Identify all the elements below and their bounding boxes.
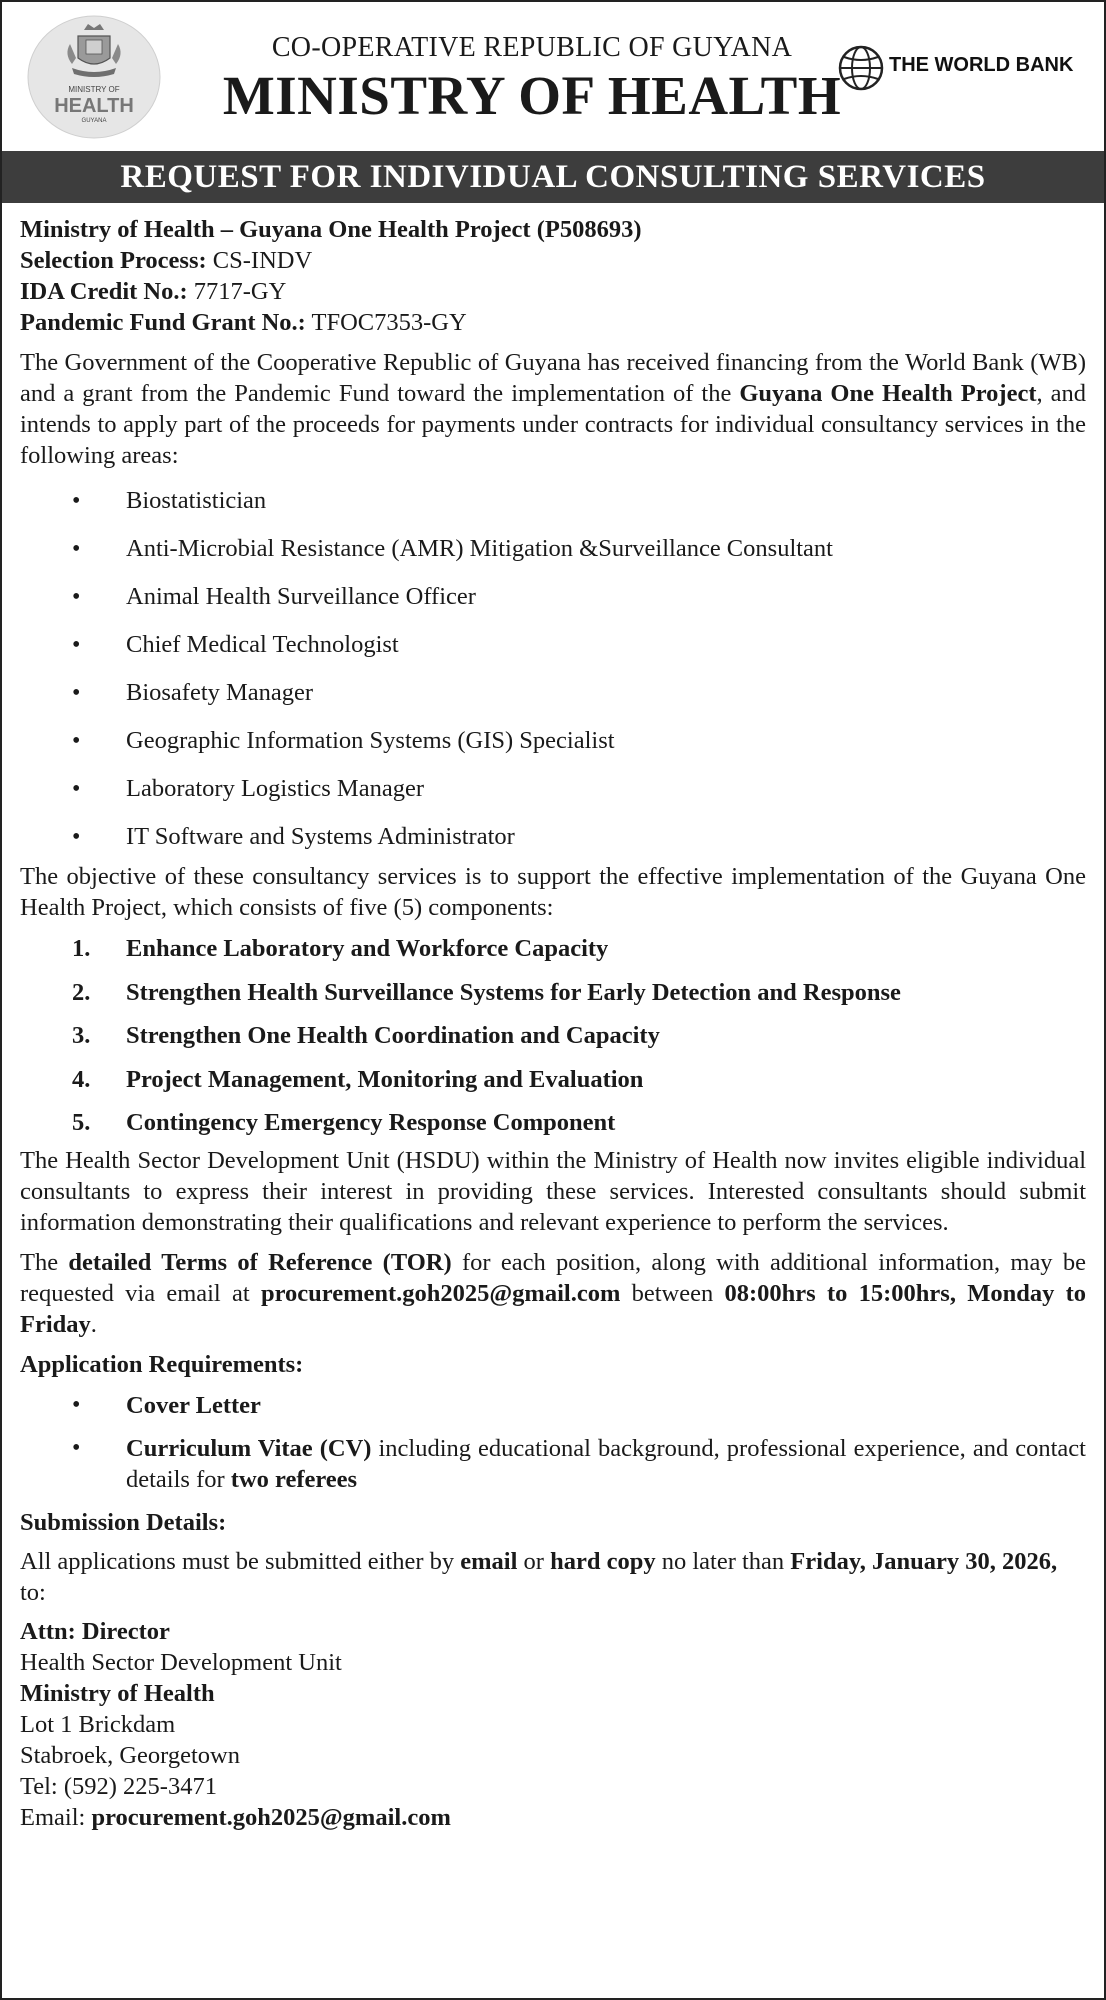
intro-text-1: The Government of the Cooperative Republic of Guyana has received financing from the World Bank (WB) and a grant from the Pandemic Fund toward the implementation of the	[20, 349, 1086, 407]
component-number: 4.	[72, 1065, 91, 1093]
unit-line: Health Sector Development Unit	[20, 1648, 342, 1676]
cv-label: Curriculum Vitae (CV)	[126, 1434, 372, 1462]
submission-heading: Submission Details:	[20, 1508, 227, 1536]
notice-body	[20, 214, 1086, 1833]
project-details	[20, 214, 1086, 338]
header	[2, 2, 1104, 147]
list-item: • Biosafety Manager	[20, 669, 1086, 717]
grant-value: TFOC7353-GY	[305, 309, 467, 336]
submission-hard-copy: hard copy	[550, 1547, 656, 1575]
city-line: Stabroek, Georgetown	[20, 1741, 240, 1769]
selection-process	[20, 245, 1086, 276]
list-item: • Chief Medical Technologist	[20, 621, 1086, 669]
ministry-line: Ministry of Health	[20, 1679, 215, 1707]
list-item	[20, 927, 1086, 971]
tor-text-1: The	[20, 1248, 69, 1276]
cover-letter: Cover Letter	[126, 1391, 261, 1419]
list-item	[20, 1058, 1086, 1102]
component-text: Contingency Emergency Response Component	[126, 1109, 616, 1136]
list-item: • Anti-Microbial Resistance (AMR) Mitigation &Surveillance Consultant	[20, 525, 1086, 573]
telephone-line: Tel: (592) 225-3471	[20, 1772, 217, 1800]
objective-paragraph: The objective of these consultancy services is to support the effective implementation of the Guyana One Health Project, which consists of five (5) components:	[20, 863, 1086, 921]
email-line	[20, 1802, 1086, 1833]
intro-paragraph	[20, 347, 1086, 471]
requirements-list	[20, 1390, 1086, 1495]
tor-paragraph	[20, 1247, 1086, 1340]
logo-text-bottom: GUYANA	[81, 118, 107, 124]
component-number: 2.	[72, 978, 91, 1006]
submission-email-word: email	[460, 1547, 518, 1575]
list-item: • Animal Health Surveillance Officer	[20, 573, 1086, 621]
submission-text-3: no later than	[655, 1547, 791, 1575]
list-item	[20, 1101, 1086, 1145]
submission-text-1: All applications must be submitted either by	[20, 1547, 461, 1575]
ida-label: IDA Credit No.:	[20, 278, 188, 305]
list-item: • Biostatistician	[20, 477, 1086, 525]
intro-text-2: , and intends to apply part of the proceeds for payments under contracts for individual consultancy services in the following areas:	[20, 380, 1086, 469]
list-item: • Geographic Information Systems (GIS) Specialist	[20, 717, 1086, 765]
submission-text-4: to:	[20, 1578, 46, 1606]
positions-list	[20, 477, 1086, 861]
list-item	[20, 971, 1086, 1015]
component-number: 3.	[72, 1022, 91, 1049]
email-label: Email:	[20, 1803, 92, 1831]
contact-address	[20, 1616, 1086, 1833]
grant-label: Pandemic Fund Grant No.:	[20, 309, 306, 336]
list-item: • Laboratory Logistics Manager	[20, 765, 1086, 813]
ida-credit	[20, 276, 1086, 307]
world-bank-logo	[837, 44, 1099, 96]
component-text: Enhance Laboratory and Workforce Capacity	[126, 935, 609, 962]
list-item: • IT Software and Systems Administrator	[20, 813, 1086, 861]
intro-project-name: Guyana One Health Project	[739, 380, 1037, 407]
component-text: Strengthen One Health Coordination and Capacity	[126, 1022, 660, 1049]
logo-text-main: HEALTH	[54, 95, 134, 117]
invitation-paragraph: The Health Sector Development Unit (HSDU) within the Ministry of Health now invites eligible individual consultants to express their interest in providing these services. Interested consultants should submit information demonstrating their qualifications and relevant experience to perform the services.	[20, 1146, 1086, 1236]
list-item	[20, 1433, 1086, 1495]
component-number: 1.	[72, 935, 91, 962]
notice-title-banner: REQUEST FOR INDIVIDUAL CONSULTING SERVICES	[2, 151, 1104, 203]
logo-text-top: MINISTRY OF	[68, 85, 120, 94]
submission-deadline: Friday, January 30, 2026,	[790, 1547, 1058, 1575]
components-list	[20, 927, 1086, 1145]
list-item	[20, 1014, 1086, 1058]
office-hours: 08:00hrs to 15:00hrs, Monday to Friday	[20, 1279, 1087, 1338]
cv-text: including educational background, professional experience, and contact details for	[126, 1434, 1086, 1493]
selection-label: Selection Process:	[20, 247, 207, 274]
component-text: Strengthen Health Surveillance Systems for Early Detection and Response	[126, 978, 901, 1006]
project-name: Ministry of Health – Guyana One Health Project (P508693)	[20, 216, 642, 243]
ida-value: 7717-GY	[187, 278, 287, 305]
submission-paragraph	[20, 1546, 1086, 1608]
selection-value: CS-INDV	[206, 247, 313, 274]
grant-number	[20, 307, 1086, 338]
tor-text-3: between	[620, 1279, 725, 1307]
ministry-heading: MINISTRY OF HEALTH	[222, 65, 842, 126]
attn-line: Attn: Director	[20, 1617, 170, 1645]
world-bank-label: THE WORLD BANK	[889, 54, 1074, 76]
tor-text-2: for each position, along with additional information, may be requested via email at	[20, 1248, 1086, 1307]
globe-icon	[837, 44, 885, 92]
component-text: Project Management, Monitoring and Evaluation	[126, 1065, 644, 1093]
referees: two referees	[230, 1465, 358, 1493]
republic-heading: CO-OPERATIVE REPUBLIC OF GUYANA	[271, 32, 793, 63]
street-line: Lot 1 Brickdam	[20, 1710, 176, 1738]
submission-text-2: or	[517, 1547, 551, 1575]
tor-email-link[interactable]: procurement.goh2025@gmail.com	[260, 1279, 621, 1307]
list-item	[20, 1390, 1086, 1421]
tor-label: detailed Terms of Reference (TOR)	[68, 1248, 452, 1276]
tor-text-4: .	[90, 1310, 97, 1338]
component-number: 5.	[72, 1109, 91, 1136]
requirements-heading: Application Requirements:	[20, 1350, 304, 1378]
contact-email-link[interactable]: procurement.goh2025@gmail.com	[91, 1803, 451, 1831]
